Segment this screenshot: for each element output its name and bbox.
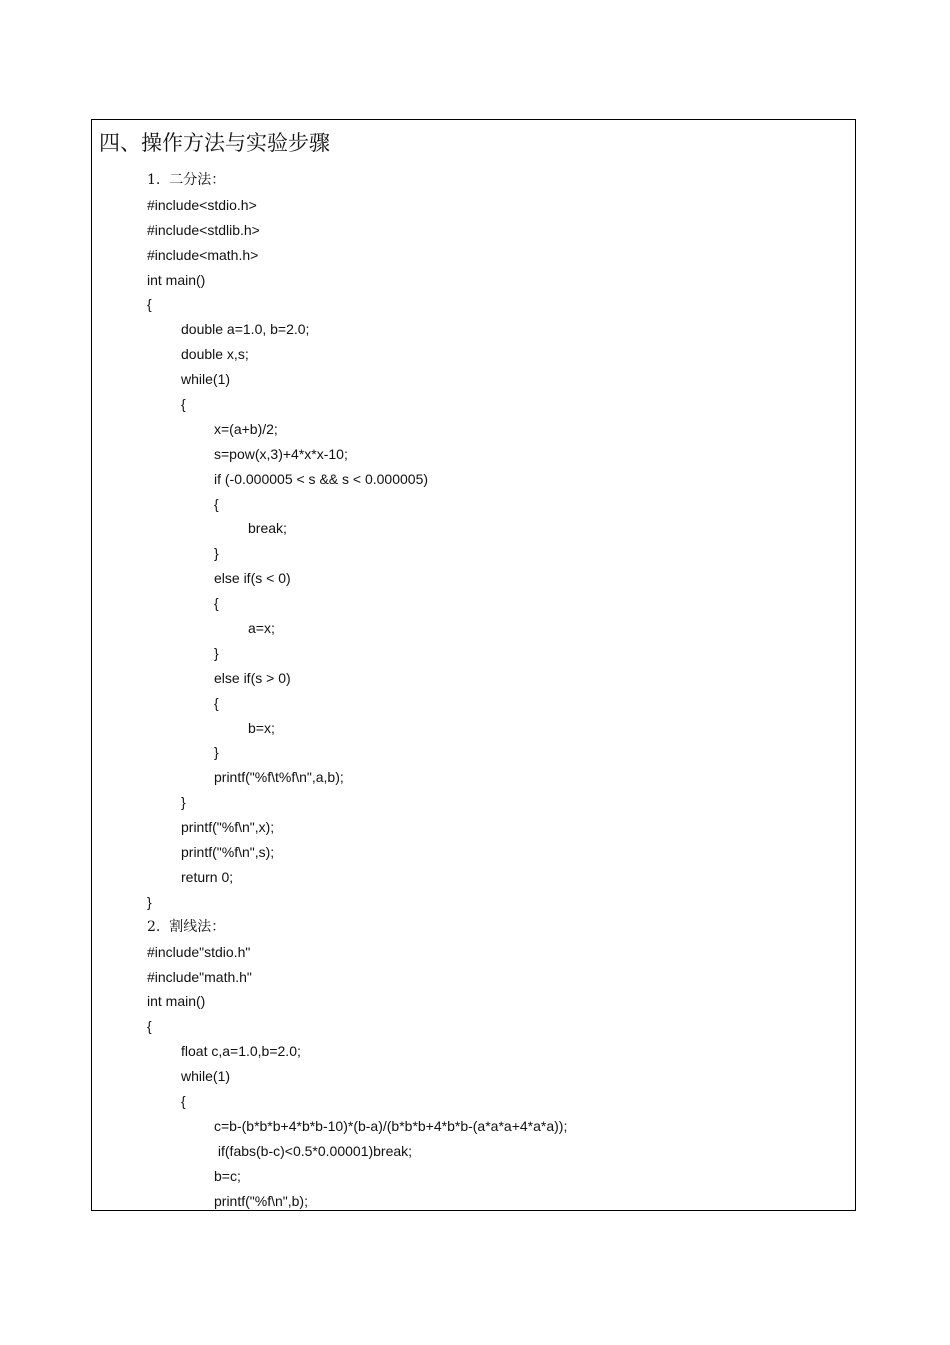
code-line: } <box>147 893 152 910</box>
method-heading: 1. 二分法： <box>147 172 226 188</box>
code-line: a=x; <box>248 620 275 637</box>
code-line: while(1) <box>181 371 231 388</box>
code-line: { <box>214 694 219 711</box>
code-line: { <box>181 396 186 413</box>
code-line: { <box>214 595 219 612</box>
code-line: } <box>181 794 186 811</box>
code-line: printf("%f\n",b); <box>214 1192 308 1209</box>
code-line: } <box>214 644 219 661</box>
code-line: else if(s > 0) <box>214 669 291 686</box>
code-line: printf("%f\n",s); <box>181 844 275 861</box>
section-heading: 四、操作方法与实验步骤 <box>99 131 330 155</box>
code-line: double x,s; <box>181 346 249 363</box>
code-line: #include"math.h" <box>147 968 252 985</box>
code-line: if(fabs(b-c)<0.5*0.00001)break; <box>214 1142 413 1159</box>
code-line: return 0; <box>181 868 234 885</box>
code-line: b=x; <box>248 719 275 736</box>
code-line: { <box>147 296 152 313</box>
code-line: x=(a+b)/2; <box>214 420 278 437</box>
code-line: #include<math.h> <box>147 246 259 263</box>
content-frame <box>91 119 856 1211</box>
code-line: { <box>181 1092 186 1109</box>
code-line: double a=1.0, b=2.0; <box>181 321 310 338</box>
code-line: else if(s < 0) <box>214 570 291 587</box>
code-line: #include<stdio.h> <box>147 196 257 213</box>
code-line: while(1) <box>181 1068 231 1085</box>
code-line: #include<stdlib.h> <box>147 221 260 238</box>
code-line: break; <box>248 520 287 537</box>
code-listing <box>92 168 855 1211</box>
code-line: int main() <box>147 271 206 288</box>
code-line: s=pow(x,3)+4*x*x-10; <box>214 445 348 462</box>
code-line: { <box>214 495 219 512</box>
code-line: float c,a=1.0,b=2.0; <box>181 1043 301 1060</box>
code-line: { <box>147 1018 152 1035</box>
code-line: printf("%f\t%f\n",a,b); <box>214 769 344 786</box>
code-line: printf("%f\n",x); <box>181 819 275 836</box>
code-line: c=b-(b*b*b+4*b*b-10)*(b-a)/(b*b*b+4*b*b-(a*a*a+4*a*a)); <box>214 1117 568 1134</box>
code-line: int main() <box>147 993 206 1010</box>
code-line: #include"stdio.h" <box>147 943 251 960</box>
code-line: } <box>214 545 219 562</box>
code-line: b=c; <box>214 1167 241 1184</box>
method-heading: 2. 割线法： <box>147 918 226 935</box>
code-line: } <box>214 744 219 761</box>
code-line: if (-0.000005 < s && s < 0.000005) <box>214 470 429 487</box>
